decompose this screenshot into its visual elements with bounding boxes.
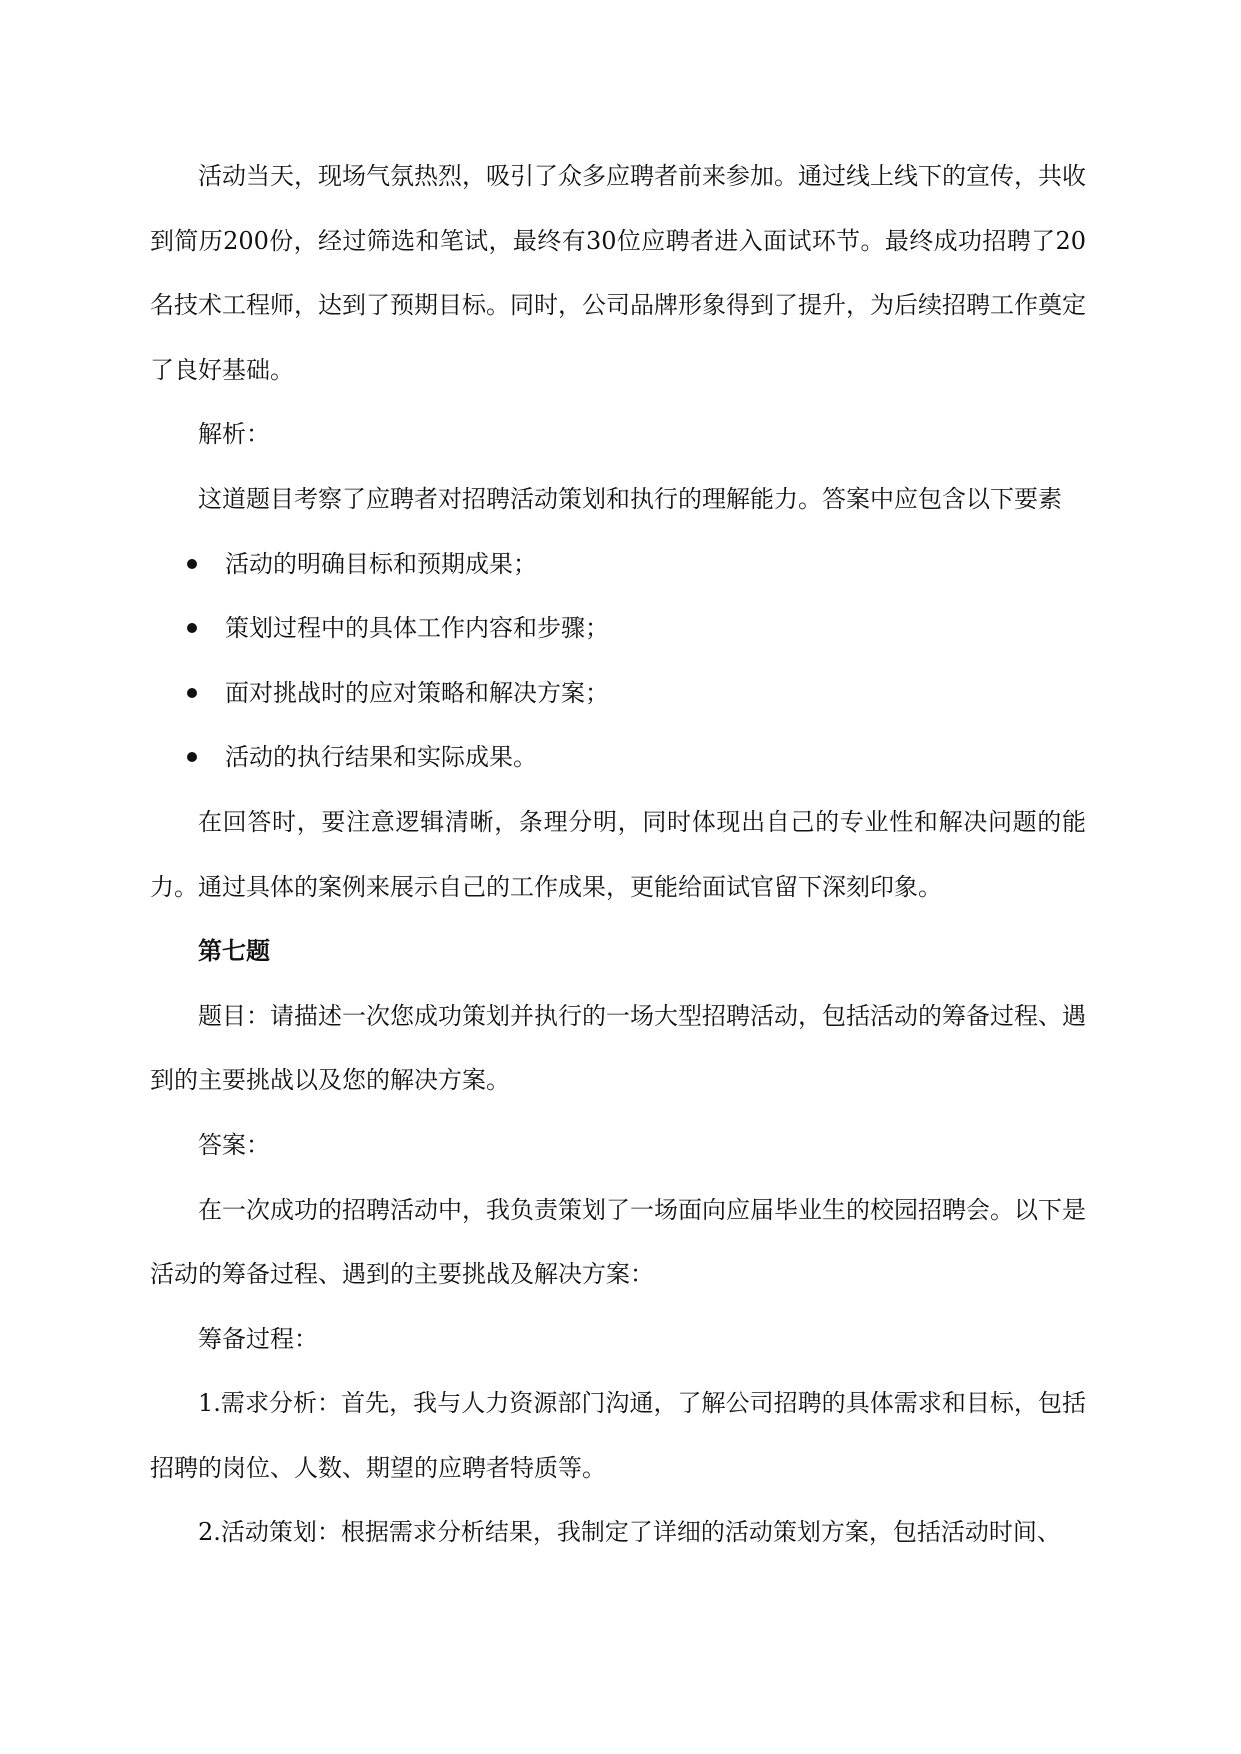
advice-paragraph: 在回答时，要注意逻辑清晰，条理分明，同时体现出自己的专业性和解决问题的能力。通过具体的案例来展示自己的工作成果，更能给面试官留下深刻印象。 [150,807,1086,901]
document-body [150,144,1086,1565]
analysis-intro-paragraph: 这道题目考察了应聘者对招聘活动策划和执行的理解能力。答案中应包含以下要素 [198,484,1062,513]
bullet-icon [187,623,197,633]
list-item [150,596,1086,661]
question-paragraph: 题目：请描述一次您成功策划并执行的一场大型招聘活动，包括活动的筹备过程、遇到的主要挑战以及您的解决方案。 [150,1001,1086,1095]
result-paragraph: 活动当天，现场气氛热烈，吸引了众多应聘者前来参加。通过线上线下的宣传，共收到简历200份，经过筛选和笔试，最终有30位应聘者进入面试环节。最终成功招聘了20名技术工程师，达到了预期目标。同时，公司品牌形象得到了提升，为后续招聘工作奠定了良好基础。 [150,162,1086,384]
bullet-icon [187,752,197,762]
bullet-icon [187,688,197,698]
analysis-label: 解析： [198,420,270,449]
list-item-text: 活动的明确目标和预期成果； [225,549,537,578]
list-item-text: 面对挑战时的应对策略和解决方案； [225,678,609,707]
elements-bullet-list [150,532,1086,790]
section-title: 第七题 [198,936,270,966]
list-item-text: 活动的执行结果和实际成果。 [225,743,537,772]
list-item [150,532,1086,597]
bullet-icon [187,559,197,569]
list-item [150,661,1086,726]
list-item-text: 策划过程中的具体工作内容和步骤； [225,614,609,643]
step-2-paragraph: 2.活动策划：根据需求分析结果，我制定了详细的活动策划方案，包括活动时间、 [198,1518,1061,1547]
answer-intro-paragraph: 在一次成功的招聘活动中，我负责策划了一场面向应届毕业生的校园招聘会。以下是活动的筹备过程、遇到的主要挑战及解决方案： [150,1195,1086,1289]
step-1-paragraph: 1.需求分析：首先，我与人力资源部门沟通，了解公司招聘的具体需求和目标，包括招聘的岗位、人数、期望的应聘者特质等。 [150,1389,1086,1482]
list-item [150,725,1086,790]
preparation-label: 筹备过程： [198,1324,318,1353]
answer-label: 答案： [198,1130,270,1159]
